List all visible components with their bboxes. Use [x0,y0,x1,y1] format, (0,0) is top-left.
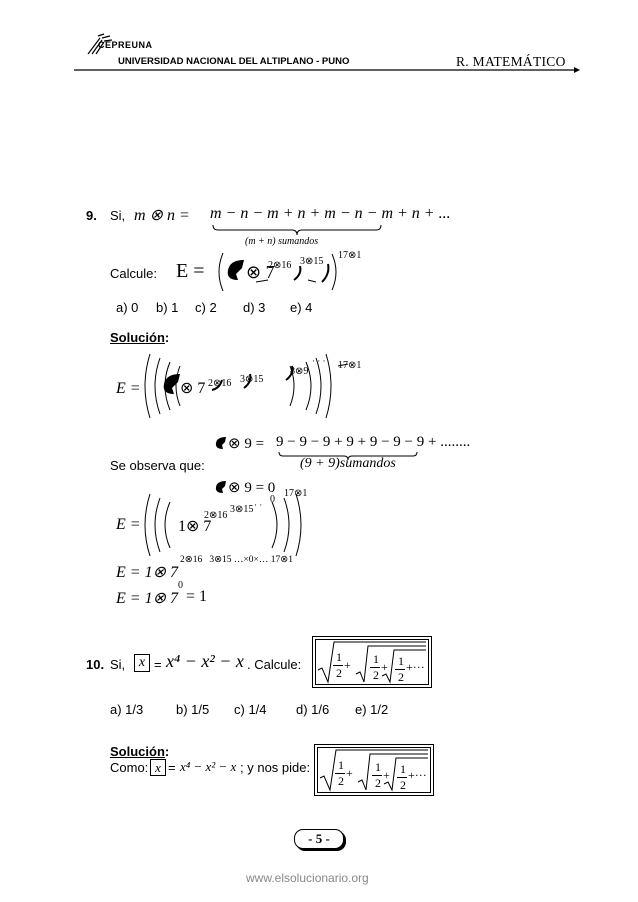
sol-exp-a: 2⊗16 [208,378,232,389]
option-e: e) 1/2 [355,702,389,717]
frac3b-num: 1 [400,762,406,776]
obs-blob-icon-1 [214,436,228,450]
calc-exp-c: 17⊗1 [338,250,362,261]
frac1b-den: 2 [338,774,344,788]
obs-line1-lhs: ⊗ 9 = [228,436,265,452]
frac2-den: 2 [373,668,379,682]
header-rule [74,67,580,73]
frac2-num: 1 [373,652,379,666]
obs-line1-rhs: 9 − 9 − 9 + 9 + 9 − 9 − 9 + ........ [276,434,471,450]
e3-line: E = 1⊗ 7 [116,564,178,581]
e2-exp-a: 2⊗16 [204,510,228,521]
e2-exp-d: 17⊗1 [284,488,308,499]
frac2b-num: 1 [375,760,381,774]
problem-number: 9. [86,208,97,223]
calcule-label: Calcule: [110,266,157,281]
equals-sign: = [154,657,162,672]
solution-heading: Solución: [110,744,170,759]
como-boxed-x: x [150,759,166,776]
blob-icon [224,258,246,282]
frac3b-den: 2 [400,778,406,792]
option-e: e) 4 [290,300,313,315]
e4-rhs: = 1 [186,588,208,605]
e2-inner: 1⊗ 7 [178,518,212,535]
definition-rhs: m − n − m + n + m − n − m + n + ... [210,205,451,222]
obs-line3: ⊗ 9 = 0 [228,480,276,496]
calc-e-label: E = [176,260,205,282]
e3-exp: 2⊗16 3⊗15 …×0×… 17⊗1 [180,555,293,565]
calcule-label: . Calcule: [247,657,302,672]
solution-heading-text: Solución [110,330,165,345]
definition-lhs: m ⊗ n = [134,207,190,224]
e2-nested-parens [140,492,310,558]
sol-blob-icon [160,372,182,396]
obs-brace-label: (9 + 9)sumandos [300,456,396,471]
page-number: - 5 - [294,829,344,849]
frac1-num: 1 [336,650,342,664]
como-eq: = [168,760,176,775]
option-a: a) 1/3 [110,702,144,717]
plus-2: + [381,660,388,674]
sol-exp-d: 17⊗1 [338,360,362,371]
ellipsis-2: +··· [408,768,427,782]
sol-dots: · · · [312,356,326,366]
solution-heading: Solución: [110,330,170,345]
si-label: Si, [110,657,126,672]
ellipsis-1: +··· [406,660,425,674]
obs-label: Se observa que: [110,458,205,473]
frac2b-den: 2 [375,776,381,790]
solution-heading-text: Solución [110,744,165,759]
calc-paren-left [214,252,224,292]
como-expression: x⁴ − x² − x [180,759,237,774]
option-b: b) 1/5 [176,702,210,717]
nos-pide-label: ; y nos pide: [240,760,311,775]
como-label: Como: [110,760,149,775]
plus-2b: + [383,768,390,782]
logo-text: CEPREUNA [98,40,153,50]
sol-inner: ⊗ 7 [180,380,206,397]
calc-brackets [250,252,340,292]
option-a: a) 0 [116,300,139,315]
course-title: R. MATEMÁTICO [456,54,566,69]
option-c: c) 2 [195,300,217,315]
calc-exp-a: 2⊗16 [268,260,292,271]
e4-line: E = 1⊗ 7 [116,590,178,607]
frac1b-num: 1 [338,758,344,772]
option-c: c) 1/4 [234,702,267,717]
university-name: UNIVERSIDAD NACIONAL DEL ALTIPLANO - PUNO [118,56,350,67]
sol-exp-b: 3⊗15 [240,374,264,385]
e2-exp-c: 0 [270,494,275,505]
option-d: d) 1/6 [296,702,330,717]
e2-exp-b: 3⊗15 [230,504,254,515]
calc-exp-b: 3⊗15 [300,256,324,267]
plus-1: + [344,658,351,672]
frac3-num: 1 [398,654,404,668]
p10-expression: x⁴ − x² − x [166,651,244,671]
frac1-den: 2 [336,666,342,680]
site-url[interactable]: www.elsolucionario.org [246,871,369,885]
plus-1b: + [346,766,353,780]
option-b: b) 1 [156,300,179,315]
problem-number: 10. [86,657,105,672]
sol-exp-c: 8⊗9 [290,366,309,377]
e2-lhs: E = [116,516,141,533]
sol-bracket-marks [200,360,360,400]
e2-dots: · · [254,500,263,510]
brace-label: (m + n) sumandos [245,236,319,247]
e4-exp: 0 [178,580,183,591]
frac3-den: 2 [398,670,404,684]
sol-e-label: E = [116,380,141,397]
boxed-x: x [134,654,150,672]
underbrace [212,224,382,236]
si-label: Si, [110,208,126,223]
calc-op-7: ⊗ 7 [246,262,275,282]
option-d: d) 3 [243,300,266,315]
